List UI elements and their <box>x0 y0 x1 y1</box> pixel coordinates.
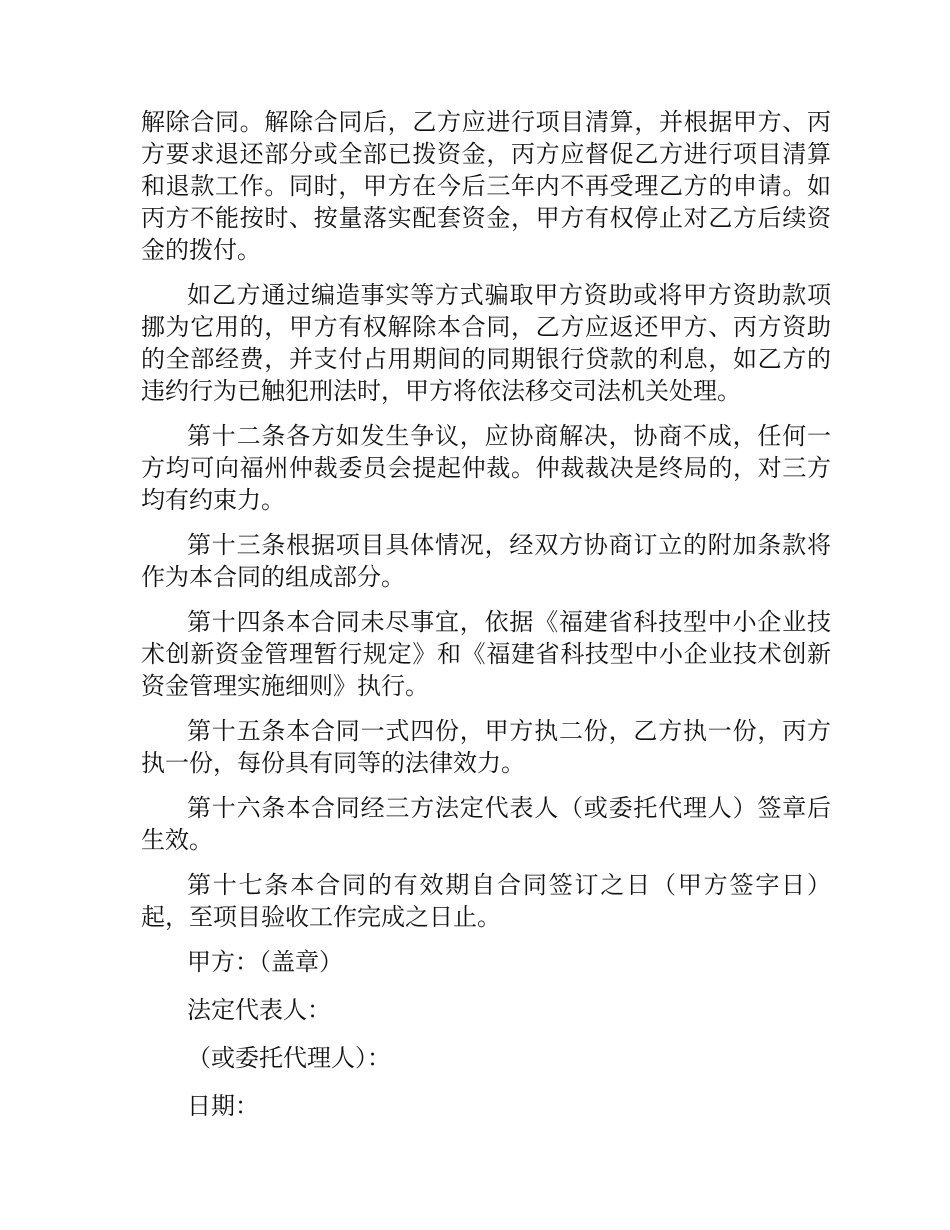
signature-date: 日期： <box>187 1092 259 1120</box>
paragraph-termination-clause: 解除合同。解除合同后，乙方应进行项目清算，并根据甲方、丙方要求退还部分或全部已拨资金，丙方应督促乙方进行项目清算和退款工作。同时，甲方在今后三年内不再受理乙方的申请。如丙方不能按时、按量落实配套资金，甲方有权停止对乙方后续资金的拨付。 <box>141 108 831 264</box>
signature-legal-representative: 法定代表人： <box>187 996 331 1024</box>
paragraph-article-15: 第十五条本合同一式四份，甲方执二份，乙方执一份，丙方执一份，每份具有同等的法律效力。 <box>141 717 831 777</box>
signature-block <box>141 946 831 1122</box>
paragraph-article-13: 第十三条根据项目具体情况，经双方协商订立的附加条款将作为本合同的组成部分。 <box>141 531 831 591</box>
paragraph-article-16: 第十六条本合同经三方法定代表人（或委托代理人）签章后生效。 <box>141 794 831 854</box>
signature-party-a: 甲方：（盖章） <box>187 948 343 976</box>
paragraph-article-14: 第十四条本合同未尽事宜，依据《福建省科技型中小企业技术创新资金管理暂行规定》和《福建省科技型中小企业技术创新资金管理实施细则》执行。 <box>141 608 831 700</box>
paragraph-article-12: 第十二条各方如发生争议，应协商解决，协商不成，任何一方均可向福州仲裁委员会提起仲裁。仲裁裁决是终局的，对三方均有约束力。 <box>141 422 831 514</box>
paragraph-fraud-clause: 如乙方通过编造事实等方式骗取甲方资助或将甲方资助款项挪为它用的，甲方有权解除本合同，乙方应返还甲方、丙方资助的全部经费，并支付占用期间的同期银行贷款的利息，如乙方的违约行为已触犯刑法时，甲方将依法移交司法机关处理。 <box>141 281 831 405</box>
paragraph-article-17: 第十七条本合同的有效期自合同签订之日（甲方签字日）起，至项目验收工作完成之日止。 <box>141 871 831 931</box>
signature-authorized-agent: （或委托代理人）： <box>187 1044 391 1072</box>
document-body <box>141 106 831 1138</box>
